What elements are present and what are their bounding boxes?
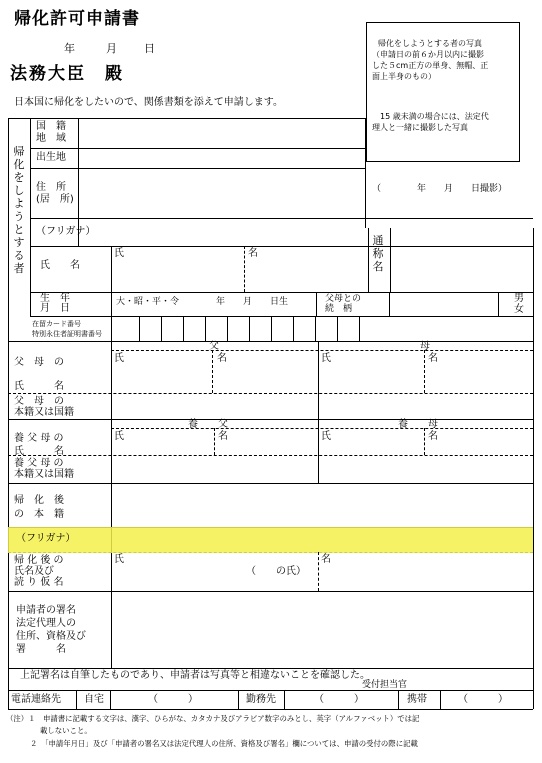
birth-ymd: 年 月 日生: [216, 297, 289, 307]
contact-label: 電話連絡先: [11, 694, 61, 705]
adoptive-sei-1: 氏: [114, 431, 124, 442]
after-no-shi: （ の氏）: [246, 566, 306, 577]
contact-home-field[interactable]: （ ）: [148, 694, 198, 705]
label-address: 住 所 (居 所): [36, 182, 74, 205]
side-label: 帰化をしようとする者: [13, 145, 25, 275]
furigana-highlight: [8, 527, 533, 553]
label-parents-domicile: 父 母 の 本籍又は国籍: [14, 396, 74, 418]
photo-text-1: 帰化をしようとする者の写真: [378, 39, 482, 48]
label-relation: 父母との 続 柄: [325, 294, 362, 314]
label-signature: 申請者の署名 法定代理人の 住所、資格及び 署 名: [16, 605, 86, 655]
birth-era: 大・昭・平・令: [116, 297, 180, 307]
photo-text-5: 15 歳未満の場合には、法定代: [380, 112, 489, 121]
contact-work-label: 勤務先: [246, 694, 276, 705]
addressee: 法務大臣 殿: [10, 64, 124, 84]
contact-work-field[interactable]: （ ）: [314, 694, 364, 705]
label-adoptive-father: 養 父: [188, 419, 228, 430]
label-furigana: （フリガナ）: [36, 226, 96, 237]
label-adoptive-name: 養 父 母 の 氏 名: [14, 433, 64, 457]
photo-text-2: （申請日の前６か月以内に撮影: [372, 50, 484, 59]
after-mei: 名: [321, 554, 331, 565]
sex-male: 男: [514, 293, 524, 304]
label-mei: 名: [248, 248, 258, 259]
label-after-domicile: 帰 化 後 の 本 籍: [14, 495, 64, 520]
after-sei: 氏: [114, 554, 124, 565]
parents-sei-2: 氏: [321, 353, 331, 364]
receptionist-label: 受付担当官: [362, 680, 408, 690]
label-furigana-2: （フリガナ）: [16, 533, 76, 544]
label-alias: 通称名: [372, 234, 384, 273]
label-sei: 氏: [114, 248, 124, 259]
contact-mobile-field[interactable]: （ ）: [458, 694, 508, 705]
date-day: 日: [144, 42, 155, 55]
note-2: ２ 「申請年月日」及び「申請者の署名又は法定代理人の住所、資格及び署名」欄については、申請の受付の際に記載: [30, 739, 418, 748]
photo-taken-date: （ 年 月 日撮影）: [372, 184, 508, 194]
adoptive-mei-1: 名: [218, 431, 228, 442]
label-nationality: 国 籍 地 域: [36, 121, 66, 144]
label-mother: 母: [420, 341, 430, 352]
label-father: 父: [209, 341, 219, 352]
label-after-name: 帰 化 後 の 氏名及び 読 り 仮 名: [14, 555, 64, 588]
intro-text: 日本国に帰化をしたいので、関係書類を添えて申請します。: [14, 97, 283, 108]
date-month: 月: [106, 42, 117, 55]
form-title: 帰化許可申請書: [14, 9, 140, 29]
photo-text-6: 理人と一緒に撮影した写真: [372, 123, 468, 132]
label-residence-card: 在留カード番号 特別永住者証明書番号: [32, 320, 102, 338]
sex-female: 女: [514, 304, 524, 315]
label-name: 氏 名: [40, 260, 80, 271]
parents-sei-1: 氏: [114, 353, 124, 364]
label-birthplace: 出生地: [36, 152, 66, 163]
label-adoptive-domicile: 養 父 母 の 本籍又は国籍: [14, 458, 74, 480]
label-parents-name: 父 母 の 氏 名: [14, 357, 64, 392]
photo-text-4: 面上半身のもの）: [372, 72, 436, 81]
note-1b: 載しないこと。: [40, 726, 92, 735]
contact-home-label: 自宅: [84, 694, 104, 705]
adoptive-sei-2: 氏: [321, 431, 331, 442]
label-adoptive-mother: 養 母: [398, 419, 438, 430]
contact-mobile-label: 携帯: [407, 694, 427, 705]
photo-text-3: した５cm正方の単身、無帽、正: [372, 61, 489, 70]
note-1: （注）１ 申請書に記載する文字は、漢字、ひらがな、カタカナ及びアラビア数字のみとし、英字（アルファベット）では記: [6, 714, 420, 723]
label-birth: 生 年 月 日: [40, 293, 70, 314]
adoptive-mei-2: 名: [428, 431, 438, 442]
date-year: 年: [64, 42, 75, 55]
confirm-text: 上記署名は自筆したものであり、申請者は写真等と相違ないことを確認した。: [20, 670, 370, 681]
parents-mei-1: 名: [217, 353, 227, 364]
parents-mei-2: 名: [428, 353, 438, 364]
